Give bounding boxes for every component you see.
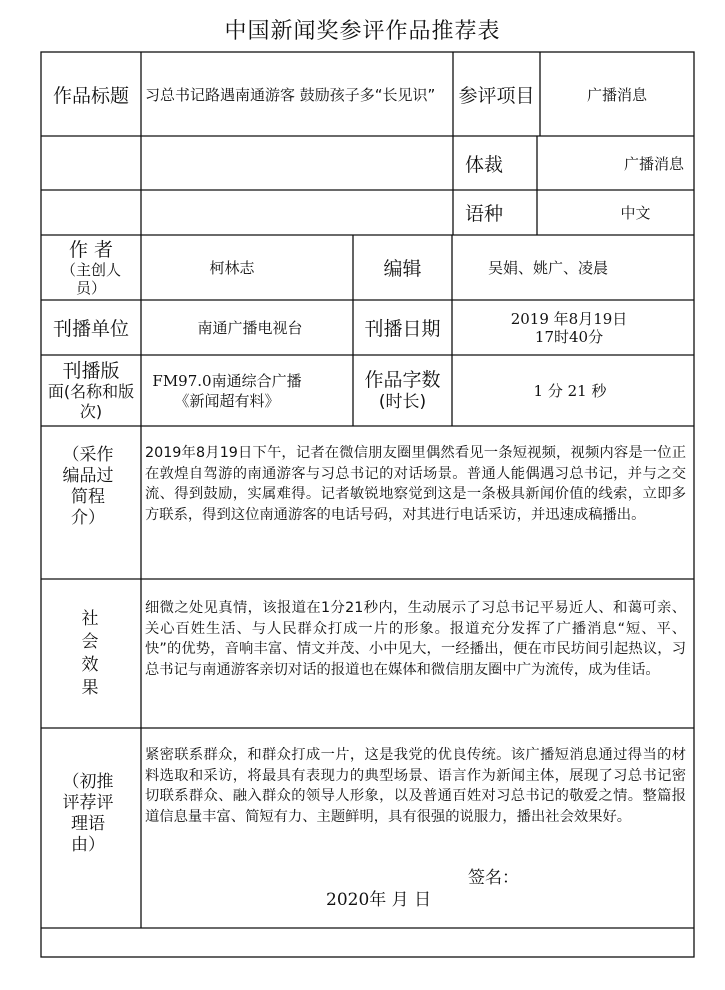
column-label-main: 刊播版 [62, 359, 120, 382]
unit-value: 南通广播电视台 [197, 319, 303, 337]
length-label-main: 作品字数 [364, 368, 441, 391]
author-value: 柯林志 [209, 259, 255, 277]
length-label [353, 355, 452, 426]
effect-label: 社会效果 [81, 609, 99, 698]
pub-date-value [452, 300, 694, 355]
editor-value: 吴娟、姚广、凌晨 [487, 259, 608, 277]
pub-date-line1: 2019 年8月19日 [510, 310, 628, 328]
review-label: （初推评荐评理语由） [62, 772, 114, 855]
author-label [41, 235, 141, 300]
column-line2: 《新闻超有料》 [174, 391, 280, 410]
review-date: 2020年 月 日 [326, 890, 432, 910]
item-value: 广播消息 [586, 85, 647, 104]
work-title-label: 作品标题 [52, 84, 129, 107]
unit-label: 刊播单位 [52, 318, 129, 340]
author-label-sub: （主创人员） [60, 260, 121, 297]
review-text: 紧密联系群众，和群众打成一片，这是我党的优良传统。该广播短消息通过得当的材料选取和采访，将最具有表现力的典型场景、语言作为新闻主体，展现了习总书记密切联系群众、融入群众的领导人形象，以及普通百姓对习总书记的敬爱之情。整篇报道信息量丰富、简短有力、主题鲜明，具有很强的说服力，播出社会效果好。 [145, 747, 686, 825]
signature-label: 签名： [468, 868, 519, 888]
work-title-value: 习总书记路遇南通游客 鼓励孩子多“长见识” [145, 86, 436, 104]
item-label: 参评项目 [458, 84, 535, 107]
language-value: 中文 [620, 204, 651, 222]
length-label-sub: (时长) [378, 391, 427, 412]
genre-value: 广播消息 [623, 154, 684, 173]
language-label: 语种 [465, 203, 504, 225]
process-label: （采作编品过简程介） [62, 445, 114, 528]
pub-date-line2: 17时40分 [534, 328, 604, 346]
pub-date-label: 刊播日期 [364, 318, 441, 340]
author-label-main: 作 者 [68, 238, 114, 261]
length-value: 1 分 21 秒 [533, 382, 607, 400]
column-label [41, 355, 141, 426]
effect-text: 细微之处见真情，该报道在1分21秒内，生动展示了习总书记平易近人、和蔼可亲、关心百姓生活、与人民群众打成一片的形象。报道充分发挥了广播消息“短、平、快”的优势，音响丰富、情文并茂、小中见大，一经播出，便在市民坊间引起热议，习总书记与南通游客亲切对话的报道也在媒体和微信朋友圈中广为流传，成为佳话。 [145, 600, 686, 678]
page-title: 中国新闻奖参评作品推荐表 [224, 19, 501, 44]
column-line1: FM97.0南通综合广播 [152, 371, 302, 390]
column-value [141, 355, 353, 426]
column-label-sub: 面(名称和版次) [47, 381, 135, 421]
genre-label: 体裁 [465, 153, 504, 176]
editor-label: 编辑 [383, 258, 422, 280]
process-text: 2019年8月19日下午，记者在微信朋友圈里偶然看见一条短视频，视频内容是一位正在敦煌自驾游的南通游客与习总书记的对话场景。普通人能偶遇习总书记，并与之交流、得到鼓励，实属难得。记者敏锐地察觉到这是一条极具新闻价值的线索，立即多方联系，得到这位南通游客的电话号码，对其进行电话采访，并迅速成稿播出。 [145, 445, 686, 523]
